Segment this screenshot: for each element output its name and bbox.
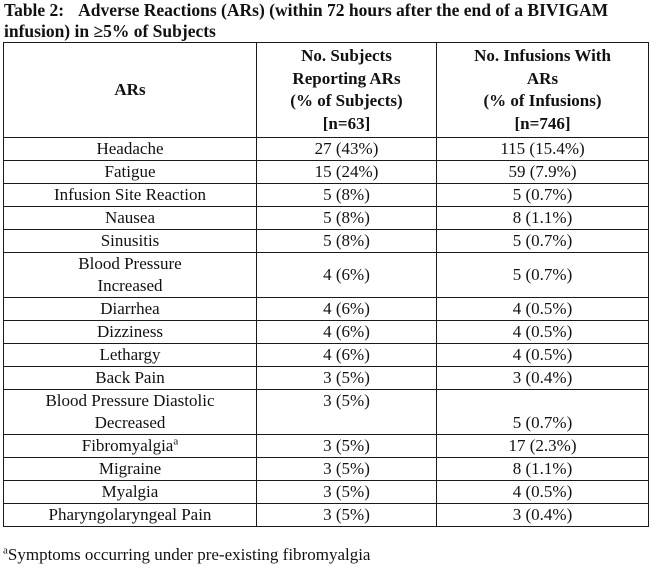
table-row	[4, 367, 649, 390]
subjects-value: 3 (5%)	[257, 481, 437, 504]
table-row	[4, 138, 649, 161]
ar-name: Myalgia	[4, 481, 257, 504]
infusions-value: 4 (0.5%)	[437, 344, 649, 367]
infusions-value: 4 (0.5%)	[437, 481, 649, 504]
ar-name: Headache	[4, 138, 257, 161]
table-row	[4, 321, 649, 344]
infusions-value: 4 (0.5%)	[437, 298, 649, 321]
infusions-value: 3 (0.4%)	[437, 504, 649, 527]
footnote-marker: a	[173, 435, 179, 448]
infusions-value: 115 (15.4%)	[437, 138, 649, 161]
header-row	[4, 43, 649, 138]
table-caption	[4, 0, 659, 42]
subjects-value: 5 (8%)	[257, 230, 437, 253]
subjects-value: 3 (5%)	[257, 367, 437, 390]
ar-name: Diarrhea	[4, 298, 257, 321]
ar-name-text: Fibromyalgia	[81, 436, 174, 455]
table-row	[4, 207, 649, 230]
table-row	[4, 161, 649, 184]
ar-name-line: Decreased	[94, 413, 166, 432]
infusions-value: 5 (0.7%)	[437, 390, 649, 435]
header-infusions-line: (% of Infusions)	[483, 91, 602, 110]
ar-name-line: Blood Pressure	[78, 254, 182, 273]
subjects-value: 15 (24%)	[257, 161, 437, 184]
subjects-value: 5 (8%)	[257, 184, 437, 207]
subjects-value: 3 (5%)	[257, 390, 437, 435]
ar-name: Sinusitis	[4, 230, 257, 253]
header-ars	[4, 43, 257, 138]
subjects-value: 27 (43%)	[257, 138, 437, 161]
table-title: Adverse Reactions (ARs) (within 72 hours after the end of a BIVIGAM infusion) in ≥5% of Subjects	[4, 0, 609, 41]
table-row	[4, 298, 649, 321]
subjects-value: 3 (5%)	[257, 458, 437, 481]
header-subjects-line: No. Subjects	[301, 46, 392, 65]
ar-name: Dizziness	[4, 321, 257, 344]
ar-name: Migraine	[4, 458, 257, 481]
header-infusions	[437, 43, 649, 138]
infusions-value: 8 (1.1%)	[437, 207, 649, 230]
table-number: Table 2:	[4, 0, 65, 20]
ar-name: Nausea	[4, 207, 257, 230]
ar-name: Fatigue	[4, 161, 257, 184]
subjects-value: 3 (5%)	[257, 504, 437, 527]
ar-name: Back Pain	[4, 367, 257, 390]
table-row	[4, 253, 649, 298]
ar-name: Infusion Site Reaction	[4, 184, 257, 207]
subjects-value: 5 (8%)	[257, 207, 437, 230]
header-infusions-line: [n=746]	[514, 113, 571, 133]
infusions-value: 5 (0.7%)	[437, 230, 649, 253]
ar-name	[4, 253, 257, 298]
adverse-reactions-table	[3, 42, 649, 527]
ar-name-line: Increased	[97, 276, 163, 295]
header-subjects-line: [n=63]	[322, 113, 371, 133]
ar-name-line: Blood Pressure Diastolic	[45, 391, 215, 410]
table-footnote	[3, 544, 370, 566]
table-row	[4, 230, 649, 253]
header-subjects	[257, 43, 437, 138]
footnote-marker: a	[3, 544, 8, 557]
ar-name	[4, 435, 257, 458]
infusions-value: 8 (1.1%)	[437, 458, 649, 481]
table-row	[4, 458, 649, 481]
table-row	[4, 184, 649, 207]
infusions-value: 3 (0.4%)	[437, 367, 649, 390]
subjects-value: 4 (6%)	[257, 344, 437, 367]
header-subjects-line: Reporting ARs	[292, 68, 401, 88]
table-row	[4, 390, 649, 435]
ar-name	[4, 390, 257, 435]
subjects-value: 4 (6%)	[257, 298, 437, 321]
table-row	[4, 344, 649, 367]
subjects-value: 4 (6%)	[257, 321, 437, 344]
table-row	[4, 481, 649, 504]
header-subjects-line: (% of Subjects)	[290, 91, 403, 110]
subjects-value: 4 (6%)	[257, 253, 437, 298]
ar-name: Lethargy	[4, 344, 257, 367]
infusions-value: 5 (0.7%)	[437, 184, 649, 207]
header-infusions-line: No. Infusions With	[474, 46, 611, 65]
infusions-value: 4 (0.5%)	[437, 321, 649, 344]
infusions-value: 5 (0.7%)	[437, 253, 649, 298]
footnote-text: Symptoms occurring under pre-existing fibromyalgia	[7, 545, 371, 564]
header-infusions-line: ARs	[526, 68, 559, 88]
infusions-value: 17 (2.3%)	[437, 435, 649, 458]
table-row	[4, 504, 649, 527]
ar-name: Pharyngolaryngeal Pain	[4, 504, 257, 527]
infusions-value: 59 (7.9%)	[437, 161, 649, 184]
subjects-value: 3 (5%)	[257, 435, 437, 458]
table-row	[4, 435, 649, 458]
header-ars-label: ARs	[114, 79, 146, 99]
